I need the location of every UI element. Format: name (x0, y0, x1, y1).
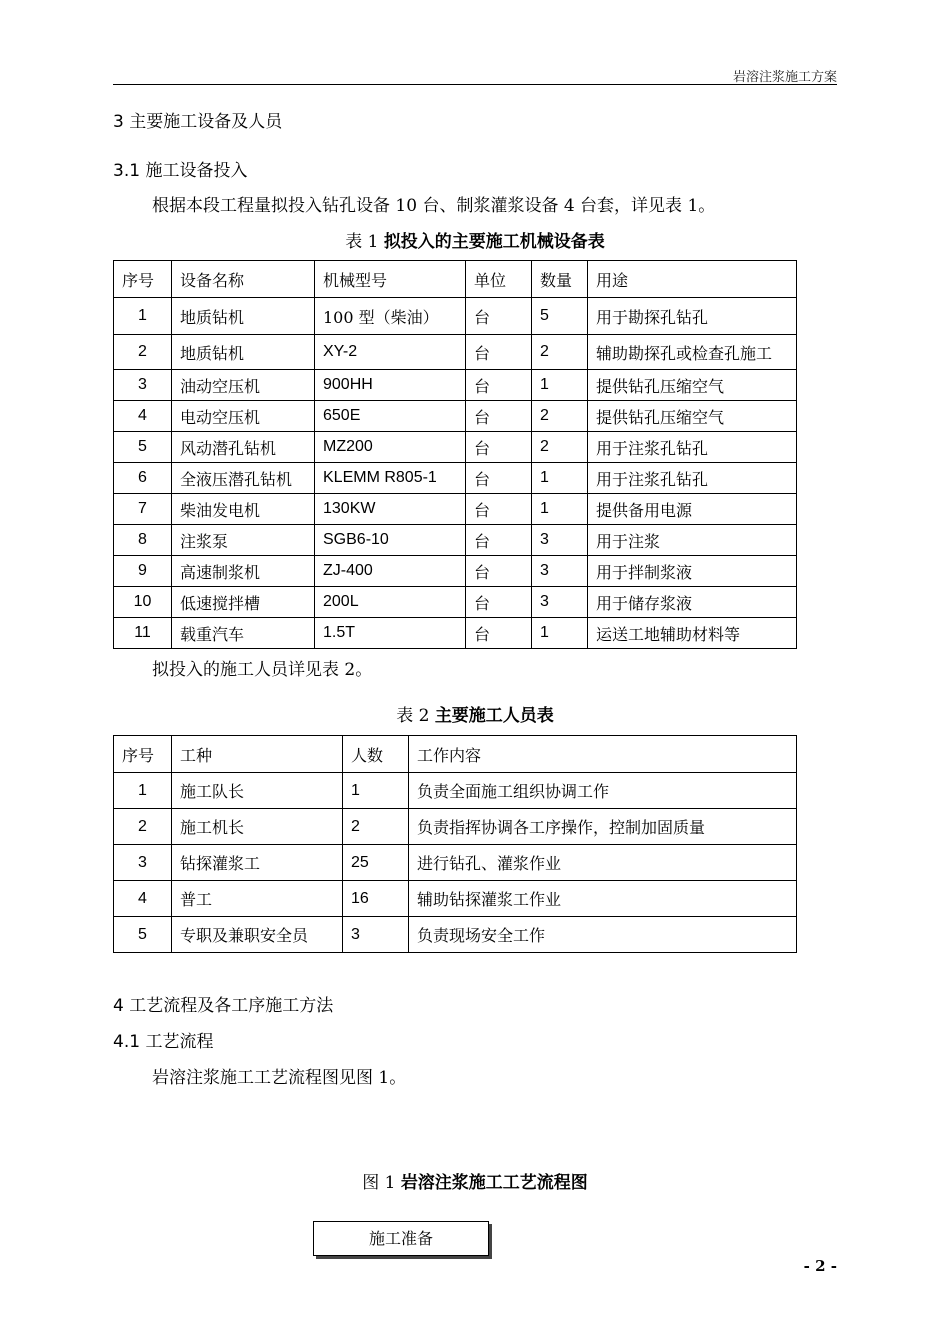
table-cell: 1 (532, 494, 588, 525)
table-row (114, 432, 797, 463)
table-cell: 7 (114, 494, 172, 525)
table-cell: 1 (532, 463, 588, 494)
table-2-caption-number: 表 2 (396, 706, 435, 726)
table-cell: 电动空压机 (172, 401, 315, 432)
table-cell: 地质钻机 (172, 335, 315, 370)
table-cell: 用于注浆孔钻孔 (588, 432, 797, 463)
table-header-cell: 序号 (114, 261, 172, 298)
table-row (114, 809, 797, 845)
table-cell: 1 (114, 773, 172, 809)
table-header-cell: 工种 (172, 736, 343, 773)
table-cell: 1 (114, 298, 172, 335)
table-cell: 柴油发电机 (172, 494, 315, 525)
table-cell: 3 (532, 525, 588, 556)
table-cell: 1 (343, 773, 409, 809)
table-cell: 2 (532, 432, 588, 463)
table-row (114, 298, 797, 335)
table-cell: 载重汽车 (172, 618, 315, 649)
table-cell: 施工机长 (172, 809, 343, 845)
flowchart-step-preparation: 施工准备 (313, 1221, 489, 1256)
table-cell: 负责现场安全工作 (409, 917, 797, 953)
table-cell: ZJ-400 (315, 556, 466, 587)
table-cell: 11 (114, 618, 172, 649)
table-cell: 900HH (315, 370, 466, 401)
table-cell: 2 (114, 809, 172, 845)
table-cell: 提供备用电源 (588, 494, 797, 525)
table-cell: SGB6-10 (315, 525, 466, 556)
table-cell: 台 (466, 298, 532, 335)
table-cell: 9 (114, 556, 172, 587)
table-2-caption (0, 701, 950, 726)
table-cell: 5 (114, 917, 172, 953)
table-cell: 进行钻孔、灌浆作业 (409, 845, 797, 881)
table-cell: 3 (114, 845, 172, 881)
table-cell: 用于勘探孔钻孔 (588, 298, 797, 335)
table-cell: 台 (466, 618, 532, 649)
table-cell: 台 (466, 494, 532, 525)
table-cell: 25 (343, 845, 409, 881)
section-4-1-paragraph: 岩溶注浆施工工艺流程图见图 1。 (152, 1068, 407, 1088)
header-title: 岩溶注浆施工方案 (732, 70, 837, 85)
table-row (114, 335, 797, 370)
table-cell: 全液压潜孔钻机 (172, 463, 315, 494)
table-header-cell: 序号 (114, 736, 172, 773)
table-cell: 130KW (315, 494, 466, 525)
table-row (114, 494, 797, 525)
table-cell: 4 (114, 881, 172, 917)
table-cell: 台 (466, 556, 532, 587)
header-rule (113, 84, 837, 85)
table-cell: 台 (466, 401, 532, 432)
table-cell: 3 (532, 556, 588, 587)
table-cell: 8 (114, 525, 172, 556)
table-row (114, 773, 797, 809)
table-cell: KLEMM R805-1 (315, 463, 466, 494)
table-row (114, 917, 797, 953)
table-cell: 用于注浆孔钻孔 (588, 463, 797, 494)
table-cell: MZ200 (315, 432, 466, 463)
table-row (114, 370, 797, 401)
section-3-1-heading: 3.1 施工设备投入 (113, 161, 248, 181)
table-cell: 用于储存浆液 (588, 587, 797, 618)
table-row (114, 587, 797, 618)
table-cell: 负责全面施工组织协调工作 (409, 773, 797, 809)
table-cell: 提供钻孔压缩空气 (588, 401, 797, 432)
table-cell: 油动空压机 (172, 370, 315, 401)
table-1-caption-number: 表 1 (345, 232, 384, 252)
table-cell: 用于拌制浆液 (588, 556, 797, 587)
table-cell: 3 (343, 917, 409, 953)
table-header-cell: 机械型号 (315, 261, 466, 298)
table-cell: 台 (466, 370, 532, 401)
table-cell: 4 (114, 401, 172, 432)
table-cell: 650E (315, 401, 466, 432)
figure-1-caption-title: 岩溶注浆施工工艺流程图 (400, 1173, 588, 1193)
table-header-cell: 数量 (532, 261, 588, 298)
table-1-caption (0, 227, 950, 252)
table-cell: 2 (343, 809, 409, 845)
table-header-cell: 设备名称 (172, 261, 315, 298)
table-cell: 运送工地辅助材料等 (588, 618, 797, 649)
table-row (114, 525, 797, 556)
table-cell: 钻探灌浆工 (172, 845, 343, 881)
table-cell: 100 型（柴油） (315, 298, 466, 335)
table-cell: 高速制浆机 (172, 556, 315, 587)
table-row (114, 556, 797, 587)
table-row (114, 618, 797, 649)
figure-1-caption (0, 1168, 950, 1193)
table-cell: 施工队长 (172, 773, 343, 809)
table-cell: 3 (114, 370, 172, 401)
table-header-cell: 用途 (588, 261, 797, 298)
table-cell: 用于注浆 (588, 525, 797, 556)
table-header-row (114, 736, 797, 773)
table-header-row (114, 261, 797, 298)
table-row (114, 463, 797, 494)
table-cell: 普工 (172, 881, 343, 917)
table-cell: 地质钻机 (172, 298, 315, 335)
table-cell: 200L (315, 587, 466, 618)
table-header-cell: 人数 (343, 736, 409, 773)
table-row (114, 881, 797, 917)
table-cell: 台 (466, 525, 532, 556)
figure-1-caption-number: 图 1 (362, 1173, 401, 1193)
table-1-caption-title: 拟投入的主要施工机械设备表 (383, 232, 605, 252)
table-cell: 辅助勘探孔或检查孔施工 (588, 335, 797, 370)
table-cell: 专职及兼职安全员 (172, 917, 343, 953)
table-cell: 1 (532, 618, 588, 649)
table-cell: 2 (114, 335, 172, 370)
table-cell: 6 (114, 463, 172, 494)
table-cell: 台 (466, 463, 532, 494)
page-number: - 2 - (803, 1257, 837, 1275)
table-cell: 注浆泵 (172, 525, 315, 556)
table-cell: 1 (532, 370, 588, 401)
table-cell: 台 (466, 335, 532, 370)
table-2-intro: 拟投入的施工人员详见表 2。 (152, 660, 373, 680)
table-2-caption-title: 主要施工人员表 (434, 706, 554, 726)
table-cell: 5 (114, 432, 172, 463)
table-cell: 低速搅拌槽 (172, 587, 315, 618)
table-cell: 台 (466, 432, 532, 463)
table-cell: XY-2 (315, 335, 466, 370)
table-cell: 2 (532, 401, 588, 432)
table-cell: 台 (466, 587, 532, 618)
personnel-table (113, 735, 797, 953)
section-3-1-paragraph: 根据本段工程量拟投入钻孔设备 10 台、制浆灌浆设备 4 台套，详见表 1。 (152, 196, 716, 216)
table-cell: 提供钻孔压缩空气 (588, 370, 797, 401)
table-header-cell: 单位 (466, 261, 532, 298)
table-cell: 辅助钻探灌浆工作业 (409, 881, 797, 917)
table-cell: 风动潜孔钻机 (172, 432, 315, 463)
section-3-heading: 3 主要施工设备及人员 (113, 112, 283, 132)
section-4-1-heading: 4.1 工艺流程 (113, 1032, 214, 1052)
section-4-heading: 4 工艺流程及各工序施工方法 (113, 996, 334, 1016)
table-cell: 1.5T (315, 618, 466, 649)
equipment-table (113, 260, 797, 649)
table-cell: 5 (532, 298, 588, 335)
table-cell: 16 (343, 881, 409, 917)
table-header-cell: 工作内容 (409, 736, 797, 773)
table-cell: 负责指挥协调各工序操作，控制加固质量 (409, 809, 797, 845)
table-cell: 3 (532, 587, 588, 618)
table-cell: 2 (532, 335, 588, 370)
table-cell: 10 (114, 587, 172, 618)
table-row (114, 401, 797, 432)
table-row (114, 845, 797, 881)
